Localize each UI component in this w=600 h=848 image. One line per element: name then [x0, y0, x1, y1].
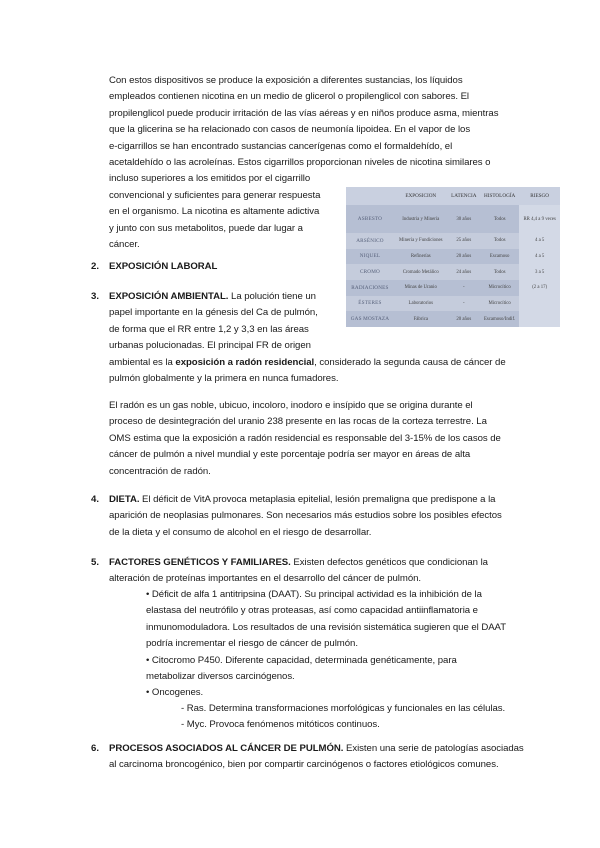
- text-line: El radón es un gas noble, ubicuo, incoloro, inodoro e insípido que se origina durante el: [109, 400, 473, 411]
- section-title: EXPOSICIÓN LABORAL: [109, 261, 218, 272]
- table-cell: ARSÉNICO: [346, 233, 394, 249]
- table-cell: ÉSTERES: [346, 296, 394, 312]
- table-cell: 30 años: [456, 216, 472, 222]
- text-line: empleados contienen nicotina en un medio de glicerol o propilenglicol con sabores. El: [109, 91, 470, 103]
- text-line: de la dieta y el consumo de alcohol en el riesgo de desarrollar.: [109, 526, 372, 538]
- text-line: incluso superiores a los emitidos por el cigarrillo: [109, 173, 311, 185]
- section-number: 2.: [91, 261, 100, 272]
- table-row: [346, 264, 560, 280]
- table-cell: Todos: [493, 216, 506, 222]
- section-number: 3.: [91, 291, 100, 302]
- text-line: de forma que el RR entre 1,2 y 3,3 en las áreas: [109, 323, 309, 335]
- text-fragment: Existen una serie de patologías asociadas: [343, 743, 524, 754]
- text-line: inmunomoduladora. Los resultados de una revisión sistemática sugieren que el DAAT: [146, 621, 507, 633]
- section-number: 5.: [91, 557, 100, 568]
- text-line: que la glicerina se ha relacionado con casos de neumonía lipoidea. En el vapor de los: [109, 124, 471, 136]
- table-row: [346, 205, 560, 233]
- table-cell: Minería y Fundiciones: [394, 233, 448, 249]
- table-cell: Microcítico: [488, 285, 511, 291]
- table-row: [346, 249, 560, 265]
- table-cell: Refinerías: [410, 253, 431, 259]
- radon-paragraph: [109, 398, 501, 480]
- text-fragment: Existen defectos genéticos que condicionan la: [290, 557, 488, 568]
- section-title: EXPOSICIÓN AMBIENTAL.: [109, 291, 229, 302]
- text-line: pulmón globalmente y la primera en nunca fumadores.: [109, 373, 339, 385]
- table-header-cell: HISTOLOGÍA: [480, 187, 519, 205]
- table-row: [346, 233, 560, 249]
- section-title: FACTORES GENÉTICOS Y FAMILIARES.: [109, 557, 291, 568]
- text-line: propilenglicol puede producir irritación de las vías aéreas y en niños produce asma, mientras: [109, 107, 499, 119]
- text-line: metabolizar diversos carcinógenos.: [146, 671, 295, 683]
- table-cell: Industria y Minería: [402, 216, 440, 222]
- bullet-daat: [146, 587, 506, 702]
- text-line: - Myc. Provoca fenómenos mitóticos continuos.: [181, 719, 380, 731]
- table-header-cell: LATENCIA: [448, 187, 480, 205]
- section-2-heading: [109, 259, 217, 275]
- text-line: [109, 289, 506, 305]
- table-cell: Minas de Uranio: [404, 285, 437, 291]
- section-6-paragraph: [109, 741, 524, 774]
- table-header-cell: [346, 187, 394, 205]
- table-cell: 24 años: [448, 264, 480, 280]
- section-number: 4.: [91, 494, 100, 505]
- text-line: • Déficit de alfa 1 antitripsina (DAAT). Su principal actividad es la inhibición de la: [146, 589, 482, 600]
- text-line: [109, 741, 524, 757]
- text-fragment: La polución tiene un: [228, 291, 316, 302]
- table-cell: 4 a 5: [519, 249, 560, 265]
- table-cell: Fábrica: [413, 316, 428, 322]
- text-line: • Oncogenes.: [146, 687, 204, 699]
- text-line: [109, 555, 488, 571]
- text-line: proceso de desintegración del uranio 238 presente en las rocas de la corteza terrestre. La: [109, 416, 487, 428]
- text-line: papel importante en la génesis del Ca de pulmón,: [109, 307, 318, 319]
- section-title: PROCESOS ASOCIADOS AL CÁNCER DE PULMÓN.: [109, 743, 344, 754]
- table-header-cell: RIESGO: [519, 187, 560, 205]
- text-line: en el organismo. La nicotina es altamente adictiva: [109, 206, 320, 218]
- section-3-paragraph: [109, 289, 506, 387]
- text-line: [109, 492, 502, 508]
- text-line: cáncer.: [109, 239, 140, 251]
- text-line: convencional y suficientes para generar respuesta: [109, 189, 321, 201]
- section-5-paragraph: [109, 555, 488, 588]
- table-cell: 4 a 5: [519, 233, 560, 249]
- section-4-paragraph: [109, 492, 502, 541]
- text-line: urbanas polucionadas. El principal FR de origen: [109, 340, 311, 352]
- text-line: cáncer de pulmón a nivel mundial y este porcentaje podría ser mayor en áreas de alta: [109, 449, 471, 461]
- bold-term: exposición a radón residencial: [175, 356, 315, 368]
- text-line: al carcinoma broncogénico, bien por compartir carcinógenos o factores etiológicos comunes.: [109, 759, 499, 771]
- table-cell: RR 4,4 a 9 veces: [519, 205, 560, 233]
- table-cell: Cromado Metálico: [394, 264, 448, 280]
- table-cell: 20 años: [456, 253, 472, 259]
- text-line: elastasa del neutrófilo y otras proteasas, así como capacidad antiinflamatoria e: [146, 605, 478, 617]
- table-cell: RADIACIONES: [351, 284, 389, 291]
- text-fragment: ambiental es la: [109, 356, 176, 368]
- table-cell: CROMO: [346, 264, 394, 280]
- table-cell: NIQUEL: [359, 253, 381, 260]
- table-cell: 3 a 5: [519, 264, 560, 280]
- table-cell: Microcítico: [480, 296, 519, 312]
- table-cell: Laboratorios: [394, 296, 448, 312]
- section-title: DIETA.: [109, 494, 140, 505]
- text-line: acetaldehído o las acroleínas. Estos cigarrillos proporcionan niveles de nicotina similares o: [109, 157, 491, 169]
- text-line: alteración de proteínas importantes en el desarrollo del cáncer de pulmón.: [109, 573, 422, 585]
- table-cell: Todos: [480, 264, 519, 280]
- text-fragment: , considerado la segunda causa de cáncer de: [314, 356, 506, 368]
- table-cell: Escamoso/Indif.: [483, 316, 516, 322]
- table-cell: GAS MOSTAZA: [350, 316, 390, 323]
- table-header-cell: EXPOSICION: [394, 187, 448, 205]
- text-line: OMS estima que la exposición a radón residencial es responsable del 3-15% de los casos de: [109, 432, 501, 444]
- text-line: [109, 355, 506, 371]
- text-line: concentración de radón.: [109, 465, 211, 477]
- text-line: y junto con sus metabolitos, puede dar lugar a: [109, 222, 303, 234]
- table-header-row: [346, 187, 560, 205]
- text-fragment: El déficit de VitA provoca metaplasia epitelial, lesión premaligna que predispone a la: [139, 494, 496, 505]
- table-cell: -: [462, 285, 465, 291]
- text-line: podría incrementar el riesgo de cáncer de pulmón.: [146, 638, 358, 650]
- oncogene-sublist: [181, 701, 505, 734]
- table-cell: 20 años: [456, 316, 472, 322]
- text-line: e-cigarrillos se han encontrado sustancias cancerígenas como el formaldehído, el: [109, 140, 453, 152]
- text-line: • Citocromo P450. Diferente capacidad, determinada genéticamente, para: [146, 654, 457, 666]
- table-cell: Todos: [480, 233, 519, 249]
- table-cell: ASBESTO: [357, 216, 383, 222]
- text-line: - Ras. Determina transformaciones morfológicas y funcionales en las células.: [181, 703, 506, 714]
- table-cell: 25 años: [448, 233, 480, 249]
- text-line: Con estos dispositivos se produce la exposición a diferentes sustancias, los líquidos: [109, 75, 463, 86]
- table-cell: -: [448, 296, 480, 312]
- table-cell: [519, 296, 560, 312]
- text-line: aparición de neoplasias pulmonares. Son necesarios más estudios sobre los posibles efectos: [109, 510, 502, 522]
- table-cell: Escamoso: [489, 253, 510, 259]
- section-number: 6.: [91, 743, 100, 754]
- table-cell: [519, 311, 560, 327]
- table-cell: (2 a 17): [519, 280, 560, 296]
